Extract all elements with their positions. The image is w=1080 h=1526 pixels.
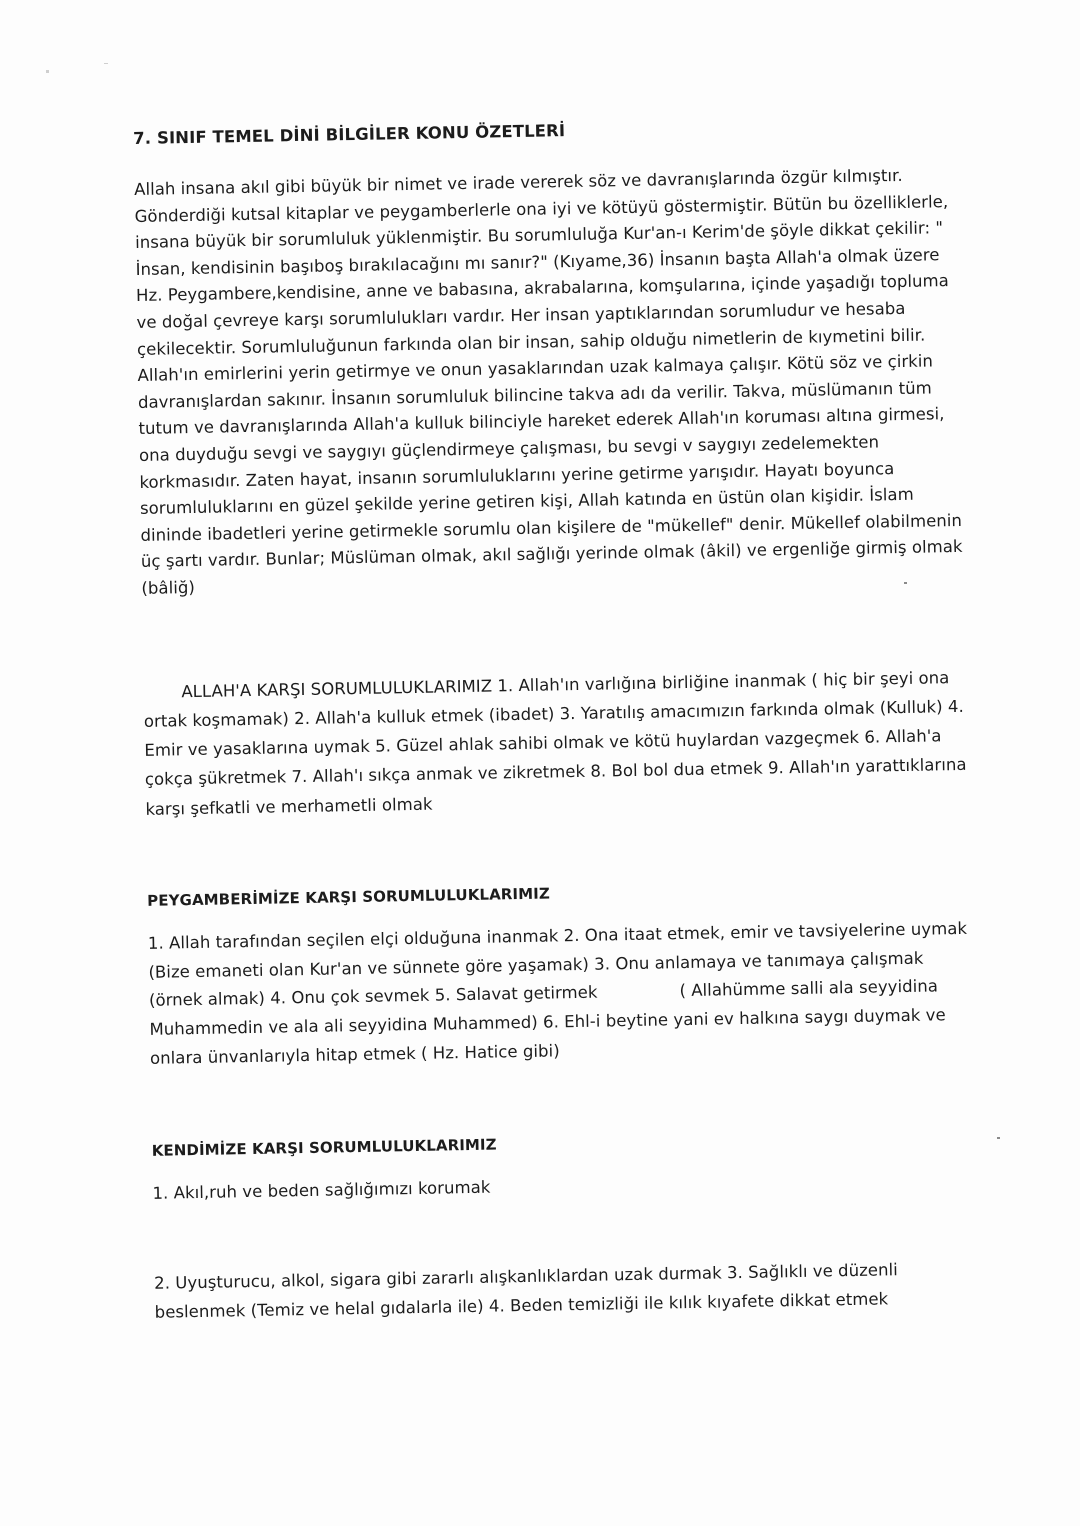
scan-speck [46, 70, 49, 73]
peygamber-text-b: ( Allahümme salli ala seyyidina Muhammedin ve ala ali seyyidina Muhammed) 6. Ehl-i beytine yani ev halkına saygı duymak ve onlara ünvanlarıyla hitap etmek ( Hz. Hatice gibi) [149, 976, 946, 1068]
peygamber-paragraph [148, 915, 980, 1074]
kendimize-item-2: 2. Uyuşturucu, alkol, sigara gibi zararlı alışkanlıklardan uzak durmak 3. Sağlıklı ve düzenli beslenmek (Temiz ve helal gıdalarla ile) 4. Beden temizliği ile kılık kıyafete dikkat etmek [154, 1260, 898, 1322]
document-body [133, 113, 985, 1327]
peygamber-heading: PEYGAMBERİMİZE KARŞI SORUMLULUKLARIMIZ [146, 884, 550, 910]
scan-speck [104, 63, 108, 64]
scan-speck [997, 1137, 1000, 1139]
spacing-gap [598, 997, 680, 999]
allah-responsibilities-paragraph: ALLAH'A KARŞI SORUMLULUKLARIMIZ 1. Allah'ın varlığına birliğine inanmak ( hiç bir şeyi ona ortak koşmamak) 2. Allah'a kulluk etmek (ibadet) 3. Yaratılış amacımızın farkında olmak (Kulluk) 4. Emir ve yasaklarına uymak 5. Güzel ahlak sahibi olmak ve kötü huylardan vazgeçmek 6. Allah'a çokça şükretmek 7. Allah'ı sıkça anmak ve zikretmek 8. Bol bol dua etmek 9. Allah'ın yarattıklarına karşı şefkatli ve merhametli olmak [143, 667, 967, 819]
intro-paragraph: Allah insana akıl gibi büyük bir nimet ve irade vererek söz ve davranışlarında özgür kılmıştır. Gönderdiği kutsal kitaplar ve peygamberlerle ona iyi ve kötüyü göstermiştir. Bütün bu özelliklerle, insana büyük bir sorumluluk yüklenmiştir. Bu sorumluluğa Kur'an-ı Kerim'de şöyle dikkat çekilir: " İnsan, kendisinin başıboş bırakılacağını mı sanır?" (Kıyame,36) İnsanın başta Allah'a olmak üzere Hz. Peygambere,kendisine, anne ve babasına, akrabalarına, komşularına, içinde yaşadığı topluma ve doğal çevreye karşı sorumlulukları vardır. Her insan yaptıklarından sorumludur ve hesaba çekilecektir. Sorumluluğunun farkında olan bir insan, sahip olduğu nimetlerin de kıymetini bilir. Allah'ın emirlerini yerin getirmye ve onun yasaklarından uzak kalmaya çalışır. Kötü söz ve çirkin davranışlardan sakınır. İnsanın sorumluluk bilincine takva adı da verilir. Takva, müslümanın tüm tutum ve davranışlarında Allah'a kulluk bilinciyle hareket ederek Allah'ın koruması altına girmesi, ona duyduğu sevgi ve saygıyı güçlendirmeye çalışması, bu sevgi v saygıyı zedelemekten korkmasıdır. Zaten hayat, insanın sorumluluklarını yerine getirme yarışıdır. Hayatı boyunca sorumluluklarını en güzel şekilde yerine getiren kişi, Allah katında en üstün olan kişidir. İslam dininde ibadetleri yerine getirmekle sorumlu olan kişilere de "mükellef" denir. Mükellef olabilmenin üç şartı vardır. Bunlar; Müslüman olmak, akıl sağlığı yerinde olmak (âkil) ve ergenliğe girmiş olmak (bâliğ) [133, 165, 963, 598]
kendimize-heading: KENDİMİZE KARŞI SORUMLULUKLARIMIZ [151, 1135, 497, 1160]
allah-section [143, 662, 976, 824]
peygamber-text-a: 1. Allah tarafından seçilen elçi olduğuna inanmak 2. Ona itaat etmek, emir ve tavsiyelerine uymak (Bize emaneti olan Kur'an ve sünnete göre yaşamak) 3. Onu anlamaya ve tanımaya çalışmak (örnek almak) 4. Onu çok sevmek 5. Salavat getirmek [147, 918, 968, 1011]
document-title: 7. SINIF TEMEL DİNİ BİLGİLER KONU ÖZETLERİ [133, 121, 566, 148]
peygamber-section [147, 875, 980, 1074]
kendimize-section [152, 1124, 985, 1327]
kendimize-item-1: 1. Akıl,ruh ve beden sağlığımızı korumak [152, 1177, 491, 1203]
